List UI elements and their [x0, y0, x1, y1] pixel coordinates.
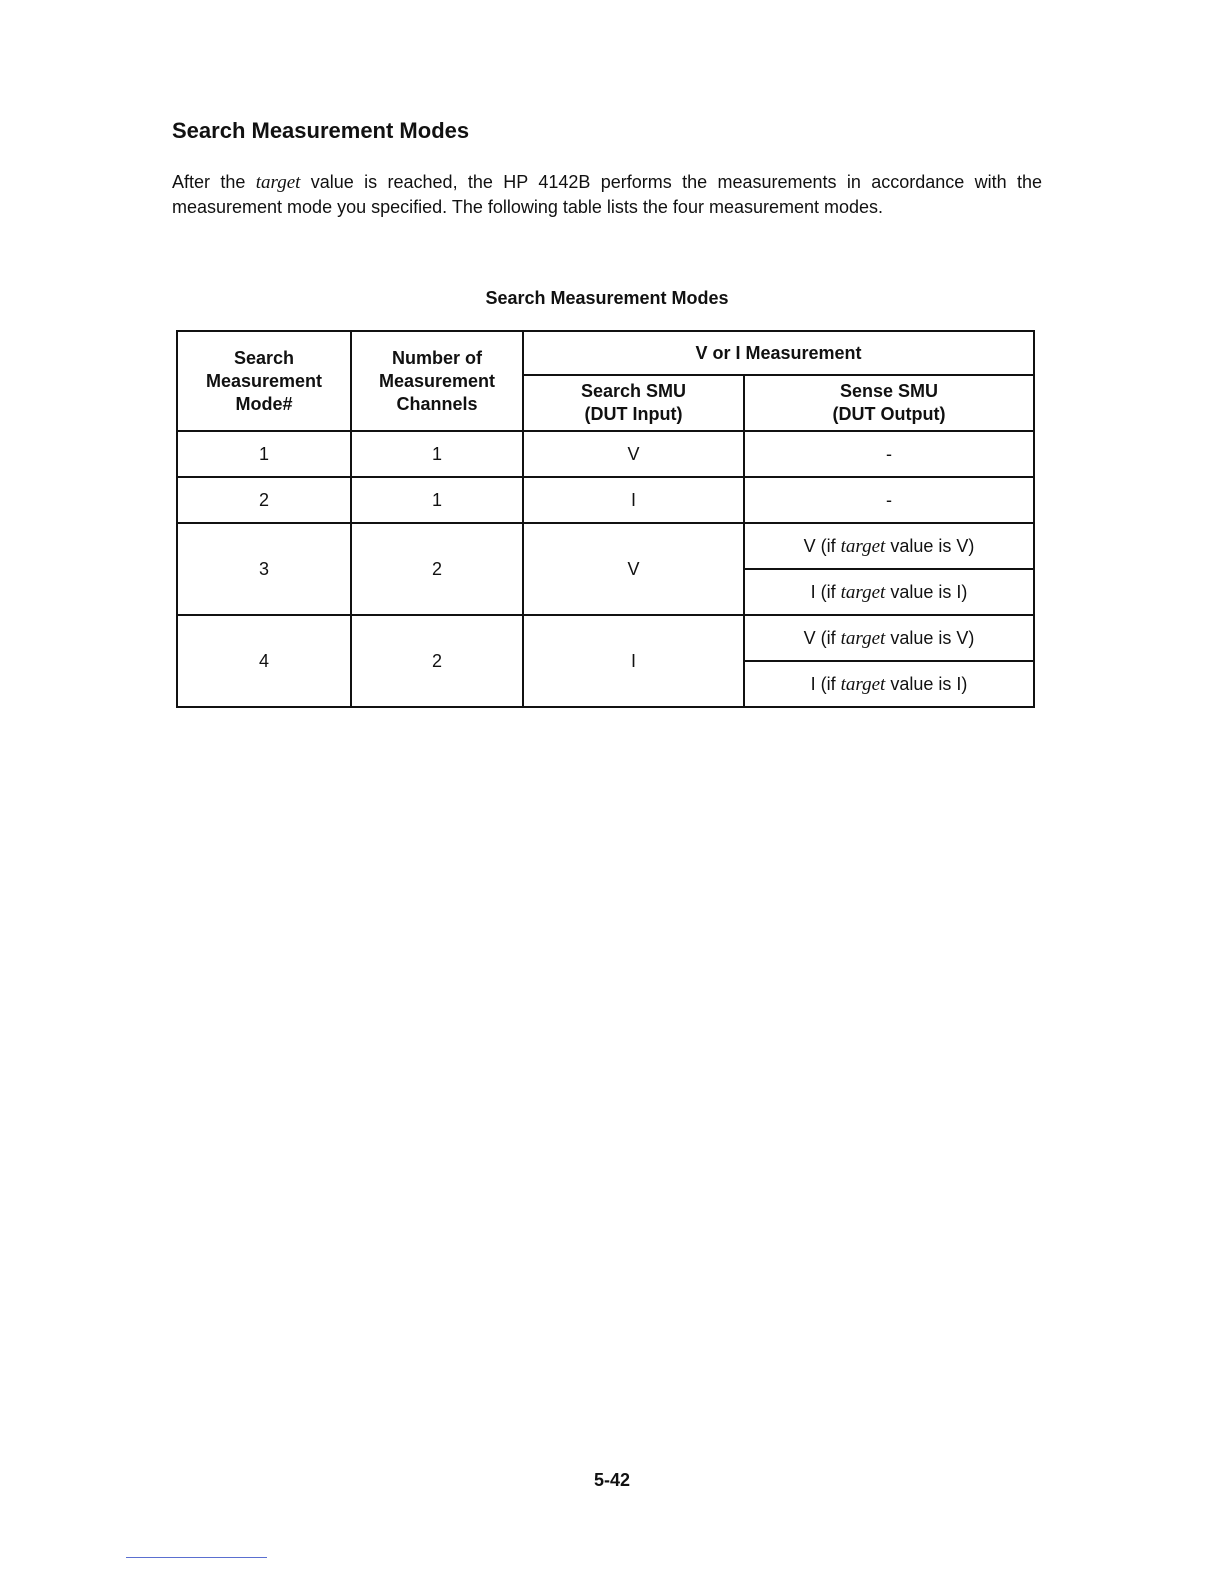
search-modes-table [176, 330, 1035, 708]
cell-sense-smu-voltage: V (if target value is V) [744, 615, 1034, 661]
cell-search-smu: I [523, 615, 744, 707]
table-row [177, 431, 1034, 477]
table-caption: Search Measurement Modes [485, 288, 729, 308]
table-row [177, 615, 1034, 661]
section-heading: Search Measurement Modes [172, 118, 470, 143]
cell-mode: 2 [177, 477, 351, 523]
intro-paragraph [172, 170, 1042, 219]
footer-rule [126, 1557, 267, 1558]
table-header-row [177, 331, 1034, 375]
cell-channels: 1 [351, 431, 523, 477]
page-number: 5-42 [593, 1470, 631, 1490]
cell-channels: 1 [351, 477, 523, 523]
cell-sense-smu-voltage: V (if target value is V) [744, 523, 1034, 569]
header-mode: Search Measurement Mode# [177, 331, 351, 431]
cell-mode: 3 [177, 523, 351, 615]
cell-channels: 2 [351, 615, 523, 707]
header-vi-measurement: V or I Measurement [523, 331, 1034, 375]
cell-sense-smu: - [744, 477, 1034, 523]
cell-mode: 4 [177, 615, 351, 707]
cell-search-smu: V [523, 431, 744, 477]
header-search-smu: Search SMU (DUT Input) [523, 375, 744, 431]
intro-text-rest: value is reached, the HP 4142B performs the measurements in accordance with the measurement mode you specified. The following table lists the four measurement modes. [172, 172, 1043, 217]
cell-search-smu: V [523, 523, 744, 615]
intro-target-emphasis: target [255, 172, 301, 193]
cell-sense-smu-current: I (if target value is I) [744, 661, 1034, 707]
cell-search-smu: I [523, 477, 744, 523]
cell-sense-smu-current: I (if target value is I) [744, 569, 1034, 615]
cell-mode: 1 [177, 431, 351, 477]
cell-channels: 2 [351, 523, 523, 615]
intro-text-start: After the [172, 172, 256, 192]
table-row [177, 523, 1034, 569]
table-row [177, 477, 1034, 523]
header-sense-smu: Sense SMU (DUT Output) [744, 375, 1034, 431]
cell-sense-smu: - [744, 431, 1034, 477]
header-channels: Number of Measurement Channels [351, 331, 523, 431]
